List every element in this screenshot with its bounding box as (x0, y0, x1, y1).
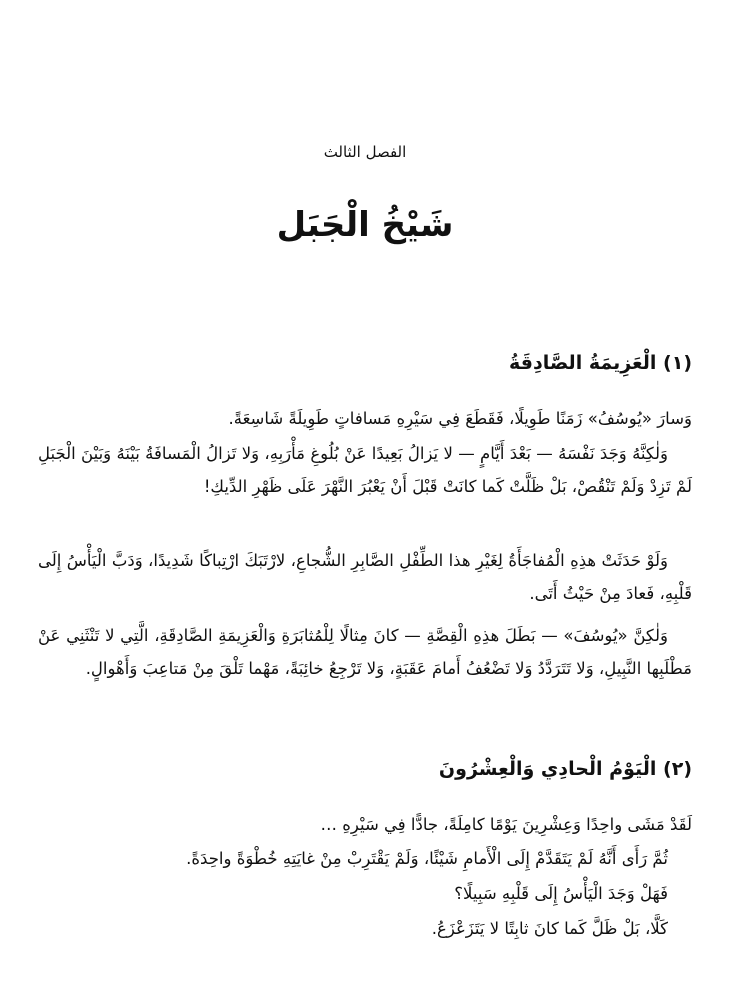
paragraph-6: ثُمَّ رَأَى أَنَّهُ لَمْ يَتَقَدَّمْ إِلَى الْأَمامِ شَيْئًا، وَلَمْ يَقْتَرِبْ مِنْ غايَتِهِ خُطْوَةً واحِدَةً. (186, 849, 668, 868)
paragraph-7: فَهَلْ وَجَدَ الْيَأْسُ إِلَى قَلْبِهِ سَبِيلًا؟ (454, 884, 668, 903)
book-page (38, 0, 692, 1000)
paragraph-5: لَقَدْ مَشَى واحِدًا وَعِشْرِينَ يَوْمًا كامِلَةً، جادًّا فِي سَيْرِهِ … (320, 815, 692, 834)
section-heading-2: (٢) الْيَوْمُ الْحادِي وَالْعِشْرُونَ (438, 758, 692, 780)
paragraph-3: وَلَوْ حَدَثَتْ هذِهِ الْمُفاجَأَةُ لِغَيْرِ هذا الطِّفْلِ الصَّابِرِ الشُّجاعِ، لارْتَبَكَ ارْتِباكًا شَدِيدًا، وَدَبَّ الْيَأْسُ إِلَى قَلْبِهِ، فَعادَ مِنْ حَيْثُ أَتَى. (38, 551, 692, 603)
paragraph-1: وَسارَ «يُوسُفُ» زَمَنًا طَوِيلًا، فَقَطَعَ فِي سَيْرِهِ مَسافاتٍ طَوِيلَةً شَاسِعَةً. (228, 409, 692, 428)
chapter-title: شَيْخُ الْجَبَل (276, 205, 454, 245)
paragraph-2: وَلٰكِنَّهُ وَجَدَ نَفْسَهُ — بَعْدَ أَيَّامٍ — لا يَزالُ بَعِيدًا عَنْ بُلُوغِ مَأْرَبِهِ، وَلا تَزالُ الْمَسافَةُ بَيْنَهُ وَبَيْنَ الْجَبَلِ لَمْ تَزِدْ وَلَمْ تَنْقُصْ، بَلْ ظَلَّتْ كَما كانَتْ قَبْلَ أَنْ يَعْبُرَ النَّهْرَ عَلَى ظَهْرِ الدِّيكِ! (38, 444, 692, 496)
section-heading-1: (١) الْعَزِيمَةُ الصَّادِقَةُ (508, 352, 692, 374)
paragraph-4: وَلٰكِنَّ «يُوسُفَ» — بَطَلَ هذِهِ الْقِصَّةِ — كانَ مِثالًا لِلْمُثابَرَةِ وَالْعَزِيمَةِ الصَّادِقَةِ، الَّتِي لا تَنْثَنِي عَنْ مَطْلَبِها النَّبِيلِ، وَلا تَتَرَدَّدُ وَلا تَضْعُفُ أَمامَ عَقَبَةٍ، وَلا تَرْجِعُ خائِبَةً، مَهْما تَلْقَ مِنْ مَتاعِبَ وَأَهْوالٍ. (38, 626, 692, 678)
paragraph-8: كَلَّا، بَلْ ظَلَّ كَما كانَ ثابِتًا لا يَتَزَعْزَعُ. (431, 919, 668, 938)
chapter-label: الفصل الثالث (323, 143, 407, 161)
